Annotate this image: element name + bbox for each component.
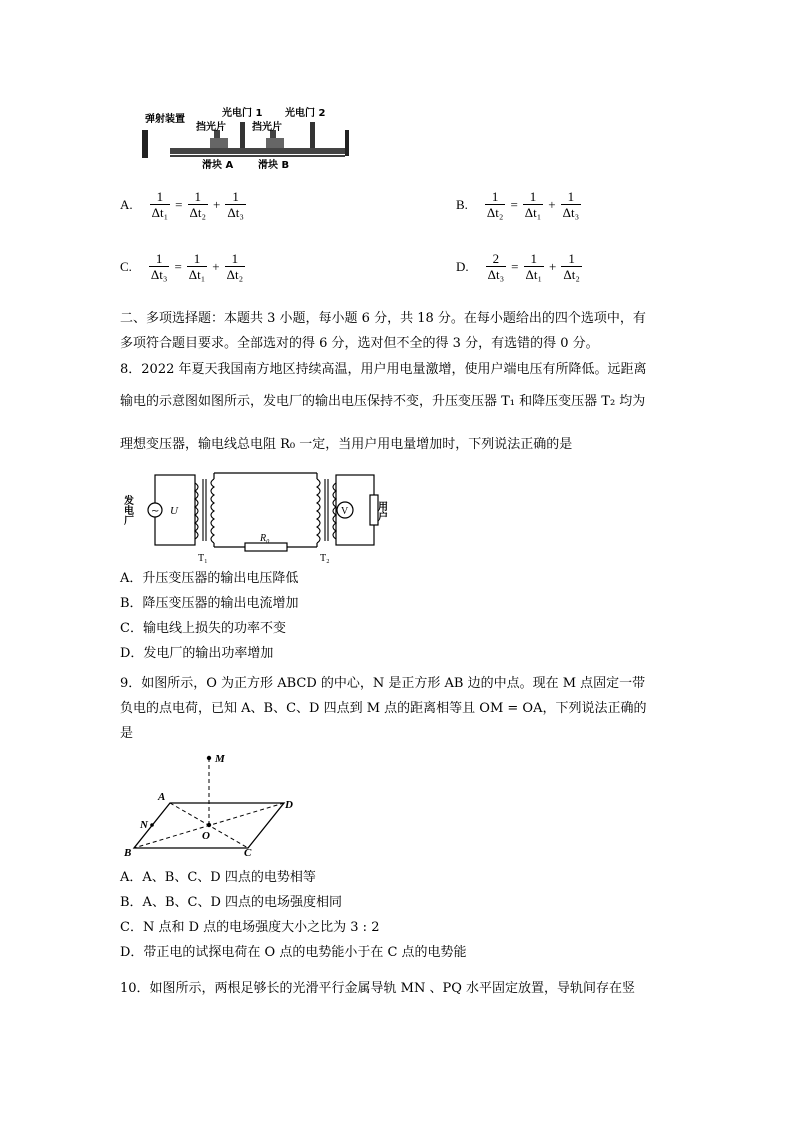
label-n: N (140, 819, 148, 831)
square-point-charge-figure (122, 748, 302, 858)
frac-den: Δt₁ (151, 205, 169, 220)
t2-label: T₂ (320, 553, 330, 564)
frac-num: 1 (568, 251, 575, 266)
option-letter: D. (456, 259, 469, 274)
frac-num: 1 (232, 189, 239, 204)
slider-a (210, 138, 228, 148)
frac-den: Δt₂ (486, 205, 504, 220)
q7-option-d: D. $\frac{2}{\text{Δt₃}}$ = $\frac{1}{\text{Δt₁}}$ + $\frac{1}{\text{Δt₂}}$ (456, 251, 580, 282)
frac-num: 1 (529, 189, 537, 204)
sliderB-label: 滑块 B (258, 160, 290, 171)
frac-num: 1 (530, 251, 537, 266)
r0-label: R₀ (260, 533, 270, 544)
q8-option-c: C．输电线上损失的功率不变 (120, 621, 286, 636)
frac-num: 1 (155, 251, 163, 266)
point-o (207, 823, 211, 827)
t1-secondary-coil (211, 479, 214, 543)
point-m (207, 756, 211, 760)
point-n (150, 823, 154, 827)
q7-option-b: B. $\frac{1}{\text{Δt₂}}$ = $\frac{1}{\text{Δt₁}}$ + $\frac{1}{\text{Δt₃}}$ (456, 189, 580, 220)
q9-line1: 9．如图所示，O 为正方形 ABCD 的中心，N 是正方形 AB 边的中点。现在 M 点固定一带 (120, 676, 646, 691)
frac-num: 1 (231, 251, 239, 266)
frac-den: Δt₁ (524, 205, 542, 220)
frac-den: Δt₃ (227, 205, 244, 220)
q8-line1: 8．2022 年夏天我国南方地区持续高温，用户用电量激增，使用户端电压有所降低。远距离 (120, 362, 647, 377)
plant-label: 发电厂 (121, 495, 133, 525)
label-c: C (244, 847, 252, 859)
track-end-stop (345, 130, 349, 156)
frac-den: Δt₁ (525, 267, 543, 282)
frac-den: Δt₃ (150, 267, 168, 282)
frac-num: 2 (492, 251, 500, 266)
q9-option-d: D．带正电的试探电荷在 O 点的电势能小于在 C 点的电势能 (120, 945, 467, 960)
option-letter: C. (120, 259, 132, 274)
q9-option-b: B．A、B、C、D 四点的电场强度相同 (120, 895, 342, 910)
frac-num: 1 (491, 189, 499, 204)
slider-b (266, 138, 284, 148)
label-m: M (215, 753, 225, 765)
voltmeter-label: V (341, 506, 349, 517)
q9-option-a: A．A、B、C、D 四点的电势相等 (120, 870, 316, 885)
transmission-circuit-figure (121, 465, 395, 565)
q7-option-c: C. $\frac{1}{\text{Δt₃}}$ = $\frac{1}{\text{Δt₁}}$ + $\frac{1}{\text{Δt₂}}$ (120, 251, 244, 282)
section2-line2: 多项符合题目要求。全部选对的得 6 分，选对但不全的得 3 分，有选错的得 0 分。 (120, 336, 599, 351)
t1-label: T₁ (198, 553, 208, 564)
frac-den: Δt₁ (188, 267, 206, 282)
user-label: 用户 (375, 501, 387, 521)
q9-option-c: C．N 点和 D 点的电场强度大小之比为 3 : 2 (120, 920, 380, 935)
r0-resistor (245, 543, 287, 551)
photogate-2 (310, 122, 315, 148)
label-o: O (202, 830, 210, 842)
shield1-label: 挡光片 (196, 122, 226, 133)
option-letter: B. (456, 197, 468, 212)
q9-line3: 是 (120, 726, 134, 741)
q7-option-a: A. $\frac{1}{\text{Δt₁}}$ = $\frac{1}{\text{Δt₂}}$ + $\frac{1}{\text{Δt₃}}$ (120, 189, 244, 220)
q10-line1: 10．如图所示，两根足够长的光滑平行金属导轨 MN 、PQ 水平固定放置，导轨间存在竖 (120, 981, 636, 996)
svg-text:~: ~ (151, 506, 160, 517)
label-b: B (124, 847, 132, 859)
t2-primary-coil (317, 479, 320, 543)
launcher-block (142, 130, 148, 158)
q8-line2: 输电的示意图如图所示，发电厂的输出电压保持不变，升压变压器 T₁ 和降压变压器 T₂ 均为 (120, 394, 646, 409)
shield2-label: 挡光片 (252, 122, 282, 133)
label-a: A (158, 791, 166, 803)
option-letter: A. (120, 197, 133, 212)
frac-den: Δt₂ (563, 267, 580, 282)
air-track (170, 148, 345, 154)
label-d: D (285, 799, 293, 811)
q8-option-b: B．降压变压器的输出电流增加 (120, 596, 299, 611)
frac-den: Δt₃ (562, 205, 580, 220)
gate2-label: 光电门 2 (285, 108, 326, 119)
frac-den: Δt₃ (487, 267, 505, 282)
photogate-1 (240, 122, 245, 148)
q9-line2: 负电的点电荷，已知 A、B、C、D 四点到 M 点的距离相等且 OM = OA，下列说法正确的 (120, 701, 647, 716)
q8-line3: 理想变压器，输电线总电阻 R₀ 一定，当用户用电量增加时，下列说法正确的是 (120, 437, 573, 452)
q8-option-a: A．升压变压器的输出电压降低 (120, 571, 299, 586)
frac-den: Δt₂ (226, 267, 244, 282)
voltage-u-label: U (170, 505, 178, 517)
frac-num: 1 (193, 251, 201, 266)
frac-den: Δt₂ (189, 205, 207, 220)
launcher-label: 弹射装置 (145, 114, 185, 125)
air-track-figure (140, 100, 360, 172)
frac-num: 1 (194, 189, 201, 204)
q8-option-d: D．发电厂的输出功率增加 (120, 646, 274, 661)
frac-num: 1 (567, 189, 575, 204)
section2-line1: 二、多项选择题：本题共 3 小题，每小题 6 分，共 18 分。在每小题给出的四个选项中，有 (120, 311, 646, 326)
gate1-label: 光电门 1 (222, 108, 263, 119)
sliderA-label: 滑块 A (202, 160, 234, 171)
frac-num: 1 (156, 189, 164, 204)
